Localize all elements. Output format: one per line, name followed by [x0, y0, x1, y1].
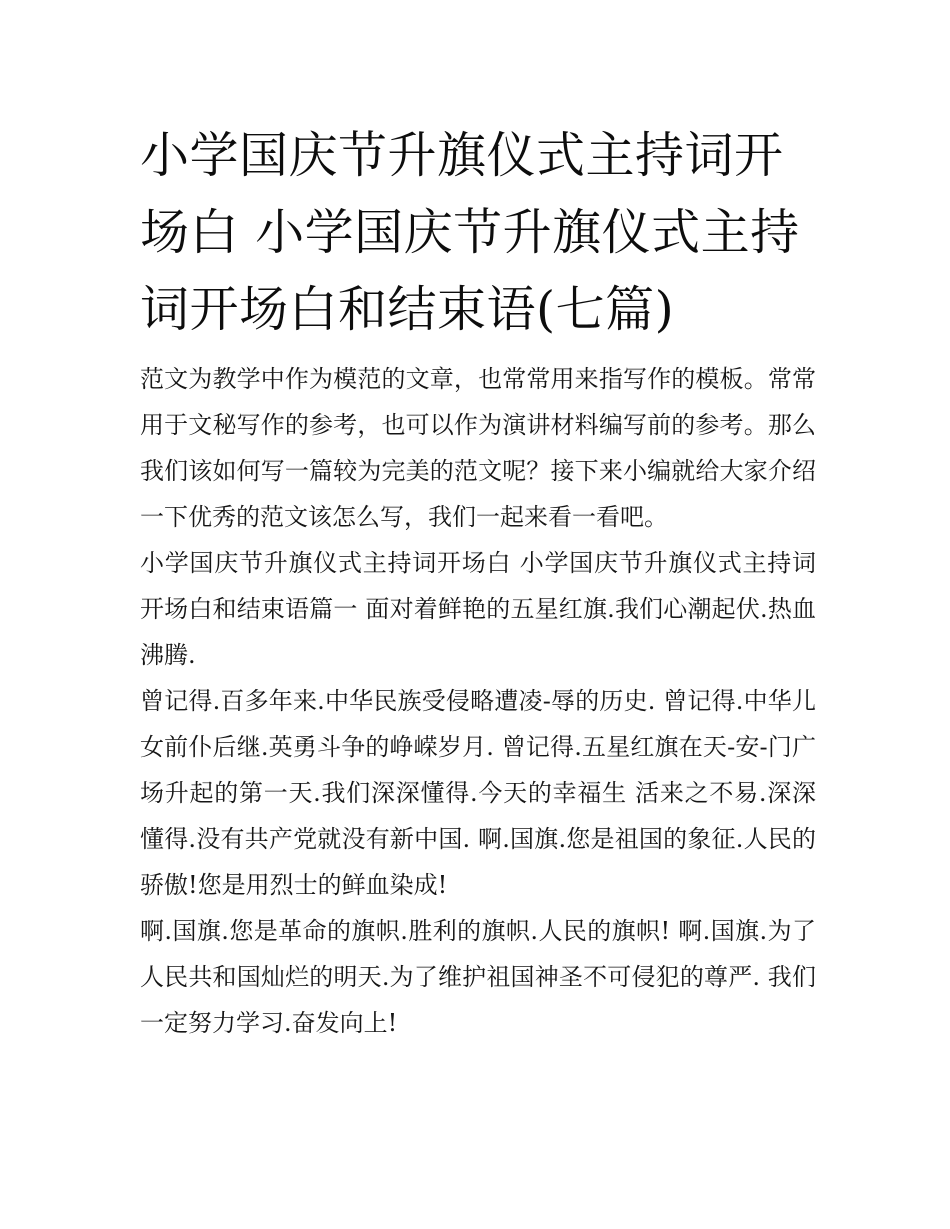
- body-paragraph: 啊.国旗.您是革命的旗帜.胜利的旗帜.人民的旗帜! 啊.国旗.为了人民共和国灿烂的明天.为了维护祖国神圣不可侵犯的尊严. 我们一定努力学习.奋发向上!: [140, 917, 816, 1037]
- body-paragraph: 曾记得.百多年来.中华民族受侵略遭凌-辱的历史. 曾记得.中华儿女前仆后继.英勇斗争的峥嵘岁月. 曾记得.五星红旗在天-安-门广场升起的第一天.我们深深懂得.今天的幸福生 活来之不易.深深懂得.没有共产党就没有新中国. 啊.国旗.您是祖国的象征.人民的骄傲!您是用烈士的鲜血染成!: [140, 687, 816, 899]
- document-title: 小学国庆节升旗仪式主持词开场白 小学国庆节升旗仪式主持词开场白和结束语(七篇): [140, 127, 800, 338]
- speech-heading-paragraph: 小学国庆节升旗仪式主持词开场白 小学国庆节升旗仪式主持词开场白和结束语篇一 面对着鲜艳的五星红旗.我们心潮起伏.热血沸腾.: [140, 549, 816, 669]
- intro-paragraph: 范文为教学中作为模范的文章，也常常用来指写作的模板。常常用于文秘写作的参考，也可以作为演讲材料编写前的参考。那么我们该如何写一篇较为完美的范文呢？接下来小编就给大家介绍一下优秀的范文该怎么写，我们一起来看一看吧。: [140, 365, 816, 531]
- document-body: [140, 117, 816, 1046]
